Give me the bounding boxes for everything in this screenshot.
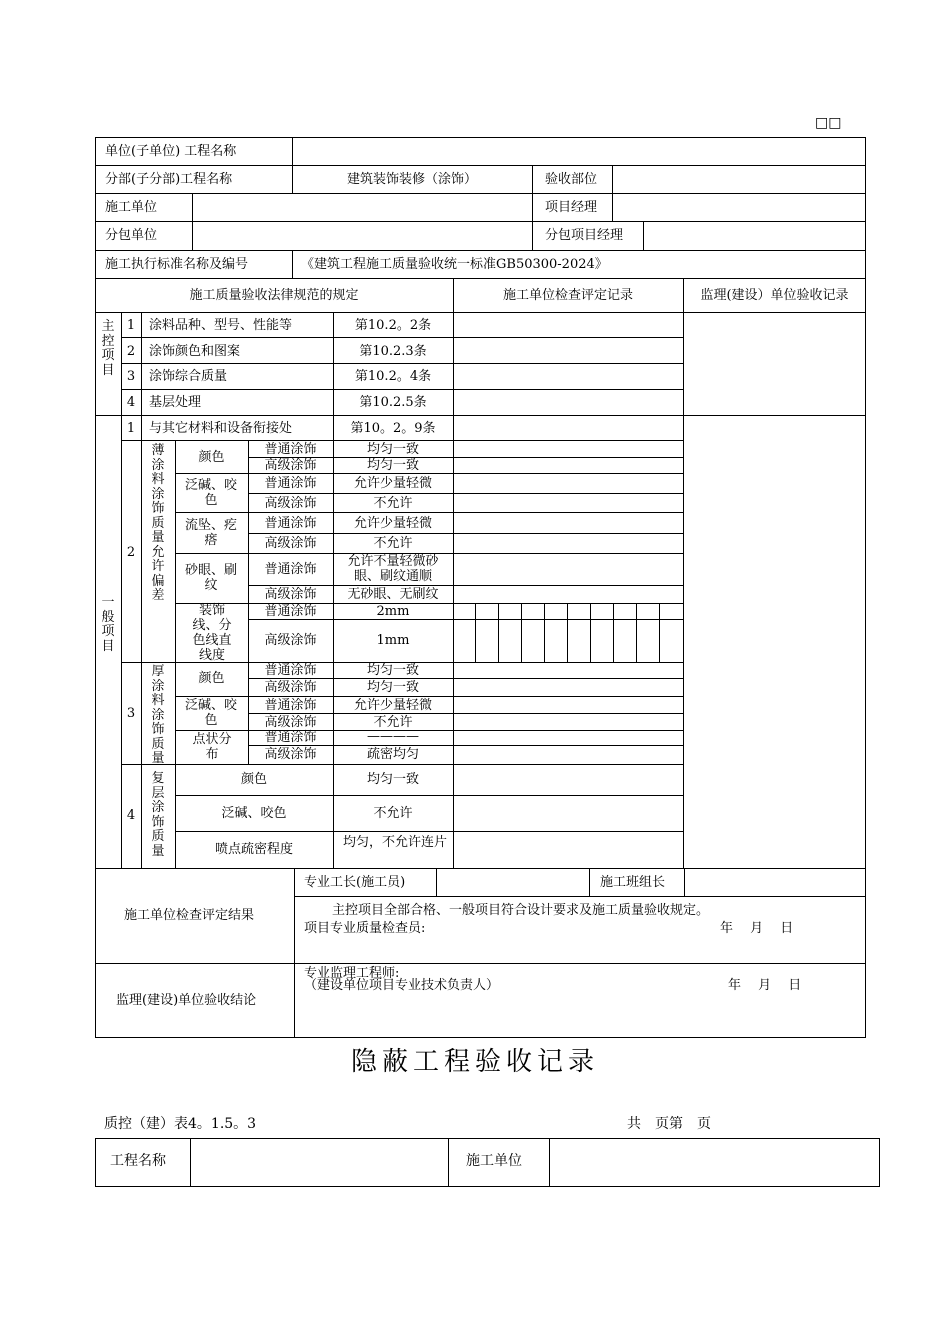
main-control-label: 主控项目 [101,319,115,378]
thin-label: 薄涂料涂饰质量允许偏差 [151,443,165,603]
requirement: 均匀一致 [366,442,419,457]
thin-sandhole-name: 砂眼、刷纹 [185,563,238,593]
level-label: 高级涂饰 [264,680,317,695]
level-label: 高级涂饰 [264,536,317,551]
requirement: 不允许 [373,806,413,821]
thin-alkali-name: 泛碱、咬色 [185,478,238,508]
col-supervision-header: 监理(建设）单位验收记录 [700,288,849,303]
standard-value: 《建筑工程施工质量验收统一标准GB50300-2024》 [301,257,608,272]
requirement: 1mm [376,633,410,648]
multi-row-name: 泛碱、咬色 [221,806,287,821]
thin-color-name: 颜色 [198,450,225,465]
sub-project-value: 建筑装饰装修（涂饰） [346,172,477,187]
unit-project-label: 单位(子单位) 工程名称 [105,144,237,159]
general-label: 一般项目 [101,595,115,654]
level-label: 高级涂饰 [264,747,317,762]
main-item-no: 2 [126,344,136,359]
col-spec-header: 施工质量验收法律规范的规定 [189,288,359,303]
general-item-name: 与其它材料和设备衔接处 [149,421,293,436]
general-item-clause: 第10。2。9条 [350,421,436,436]
requirement: 均匀一致 [366,772,419,787]
level-label: 普通涂饰 [264,604,317,619]
supervisor-line-1: 专业监理工程师: [304,966,400,981]
thick-alkali-name: 泛碱、咬色 [185,698,238,728]
level-label: 普通涂饰 [264,730,317,745]
general-item-no: 1 [126,421,136,436]
corner-mark: □□ [815,115,842,131]
thick-label: 厚涂料涂饰质量 [151,664,165,766]
requirement: 不允许 [373,496,413,511]
check-result-label: 施工单位检查评定结果 [124,908,255,923]
standard-label: 施工执行标准名称及编号 [105,257,249,272]
multi-label: 复层涂饰质量 [151,771,165,859]
thick-no: 3 [126,706,136,721]
requirement: 允许不量轻微砂眼、刷纹通顺 [347,554,439,584]
thin-line-name: 装饰线、分色线直线度 [192,603,232,663]
requirement: 均匀一致 [366,680,419,695]
main-item-name: 涂料品种、型号、性能等 [149,318,293,333]
level-label: 普通涂饰 [264,663,317,678]
project-manager-label: 项目经理 [545,200,598,215]
thin-sag-name: 流坠、疙瘩 [185,518,238,548]
level-label: 高级涂饰 [264,633,317,648]
check-result-text: 主控项目全部合格、一般项目符合设计要求及施工质量验收规定。 [332,903,710,918]
supervisor-line-2: （建设单位项目专业技术负责人） [304,978,500,993]
main-item-no: 1 [126,318,136,333]
main-item-name: 基层处理 [149,395,202,410]
level-label: 高级涂饰 [264,587,317,602]
requirement: 不允许 [373,536,413,551]
requirement: 均匀一致 [366,458,419,473]
level-label: 普通涂饰 [264,442,317,457]
requirement: 不允许 [373,715,413,730]
level-label: 普通涂饰 [264,698,317,713]
requirement: ———— [367,729,419,744]
thin-no: 2 [126,545,136,560]
multi-row-name: 喷点疏密程度 [214,842,293,857]
requirement: 允许少量轻微 [353,476,432,491]
main-item-clause: 第10.2.5条 [359,395,427,410]
main-item-clause: 第10.2。2条 [354,318,432,333]
main-item-name: 涂饰综合质量 [149,369,228,384]
main-item-no: 4 [126,395,136,410]
multi-no: 4 [126,808,136,823]
foreman-label: 专业工长(施工员) [304,875,406,890]
requirement: 2mm [376,604,410,619]
supervision-conclusion-label: 监理(建设)单位验收结论 [116,993,257,1008]
multi-row-name: 颜色 [240,772,267,787]
main-item-clause: 第10.2。4条 [354,369,432,384]
page-info: 共 页第 页 [627,1116,711,1132]
construction-unit-label: 施工单位 [105,200,158,215]
subcontract-unit-label: 分包单位 [105,228,158,243]
main-item-no: 3 [126,369,136,384]
second-form-title: 隐蔽工程验收记录 [350,1047,599,1077]
acceptance-part-label: 验收部位 [545,172,598,187]
requirement: 均匀一致 [366,663,419,678]
main-item-clause: 第10.2.3条 [359,344,427,359]
form-number: 质控（建）表4。1.5。3 [104,1116,257,1132]
date-2: 年 月 日 [728,978,802,993]
level-label: 高级涂饰 [264,715,317,730]
requirement: 允许少量轻微 [353,516,432,531]
thick-dot-name: 点状分布 [192,732,232,762]
level-label: 普通涂饰 [264,562,317,577]
col-check-header: 施工单位检查评定记录 [502,288,633,303]
construction-unit-label-2: 施工单位 [466,1153,522,1169]
requirement: 疏密均匀 [366,747,419,762]
requirement: 无砂眼、无刷纹 [347,587,439,602]
team-leader-label: 施工班组长 [600,875,666,890]
sub-project-label: 分部(子分部)工程名称 [105,172,233,187]
inspector-label: 项目专业质量检查员: [304,921,426,936]
requirement: 均匀，不允许连片 [343,835,448,850]
level-label: 普通涂饰 [264,476,317,491]
level-label: 高级涂饰 [264,458,317,473]
requirement: 允许少量轻微 [353,698,432,713]
project-name-label: 工程名称 [110,1153,166,1169]
subcontract-manager-label: 分包项目经理 [545,228,624,243]
date-1: 年 月 日 [720,921,794,936]
main-item-name: 涂饰颜色和图案 [149,344,241,359]
level-label: 普通涂饰 [264,516,317,531]
thick-color-name: 颜色 [198,671,225,686]
level-label: 高级涂饰 [264,496,317,511]
